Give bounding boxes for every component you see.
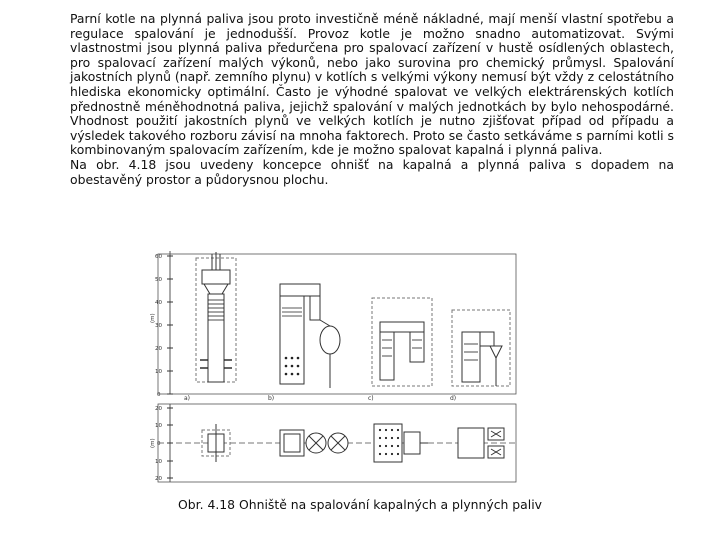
figure-caption: Obr. 4.18 Ohniště na spalování kapalných a plynných paliv: [178, 497, 542, 512]
boiler-furnace-diagram: [140, 248, 530, 486]
paragraph-1: Parní kotle na plynná paliva jsou proto investičně méně nákladné, mají menší vlastní spotřebu a regulace spalování je jednodušší. Provoz kotle je možno snadno automatizovat. Svými vlastnostmi jsou plynná paliva předurčena pro spalovací zařízení v hustě osídlených oblastech, pro spalovací zařízení malých výkonů, nebo jako surovina pro chemický průmysl. Spalování jakostních plynů (např. zemního plynu) v kotlích s velkými výkony nemusí být vždy z celostátního hlediska ekonomicky optimální. Často je výhodné spalovat ve velkých elektrárenských kotlích přednostně méněhodnotná paliva, jejichž spalování v malých jednotkách by bylo nehospodárné. Vhodnost použití jakostních plynů ve velkých kotlích je nutno zjišťovat případ od případu a výsledek takového rozboru závisí na mnoha faktorech. Proto se často setkáváme s parními kotli s kombinovaným spalovacím zařízením, kde je možno spalovat kapalná i plynná paliva.: [70, 11, 674, 158]
tick-label-top-20: 20: [155, 346, 162, 352]
figure-4-18: [140, 248, 530, 486]
tick-label-bottom-10b: 10: [155, 459, 162, 465]
panel-label-b: b): [268, 395, 275, 402]
tick-label-bottom-20b: 20: [155, 476, 162, 482]
tick-label-top-0: 0: [157, 392, 161, 398]
tick-label-top-60: 60: [155, 254, 162, 260]
tick-label-top-50: 50: [155, 277, 162, 283]
panel-label-c: c): [368, 395, 374, 402]
panel-label-d: d): [450, 395, 457, 402]
axis-unit-bottom: (m): [150, 438, 156, 448]
panel-a-tower-boiler: [184, 252, 236, 402]
body-text: [70, 12, 674, 187]
paragraph-2: Na obr. 4.18 jsou uvedeny koncepce ohnišť na kapalná a plynná paliva s dopadem na obestavěný prostor a půdorysnou plochu.: [70, 156, 674, 187]
tick-label-top-40: 40: [155, 300, 162, 306]
panel-c-two-pass-boiler: [368, 298, 432, 402]
tick-label-bottom-0: 0: [157, 441, 161, 447]
panel-label-a: a): [184, 395, 191, 402]
tick-label-bottom-20a: 20: [155, 406, 162, 412]
axis-unit-top: (m): [150, 313, 156, 323]
plan-section: [150, 404, 516, 482]
panel-d-compact-boiler: [450, 310, 510, 402]
tick-label-top-30: 30: [155, 323, 162, 329]
panel-b-cyclone-boiler: [268, 284, 340, 402]
tick-label-top-10: 10: [155, 369, 162, 375]
tick-label-bottom-10a: 10: [155, 423, 162, 429]
